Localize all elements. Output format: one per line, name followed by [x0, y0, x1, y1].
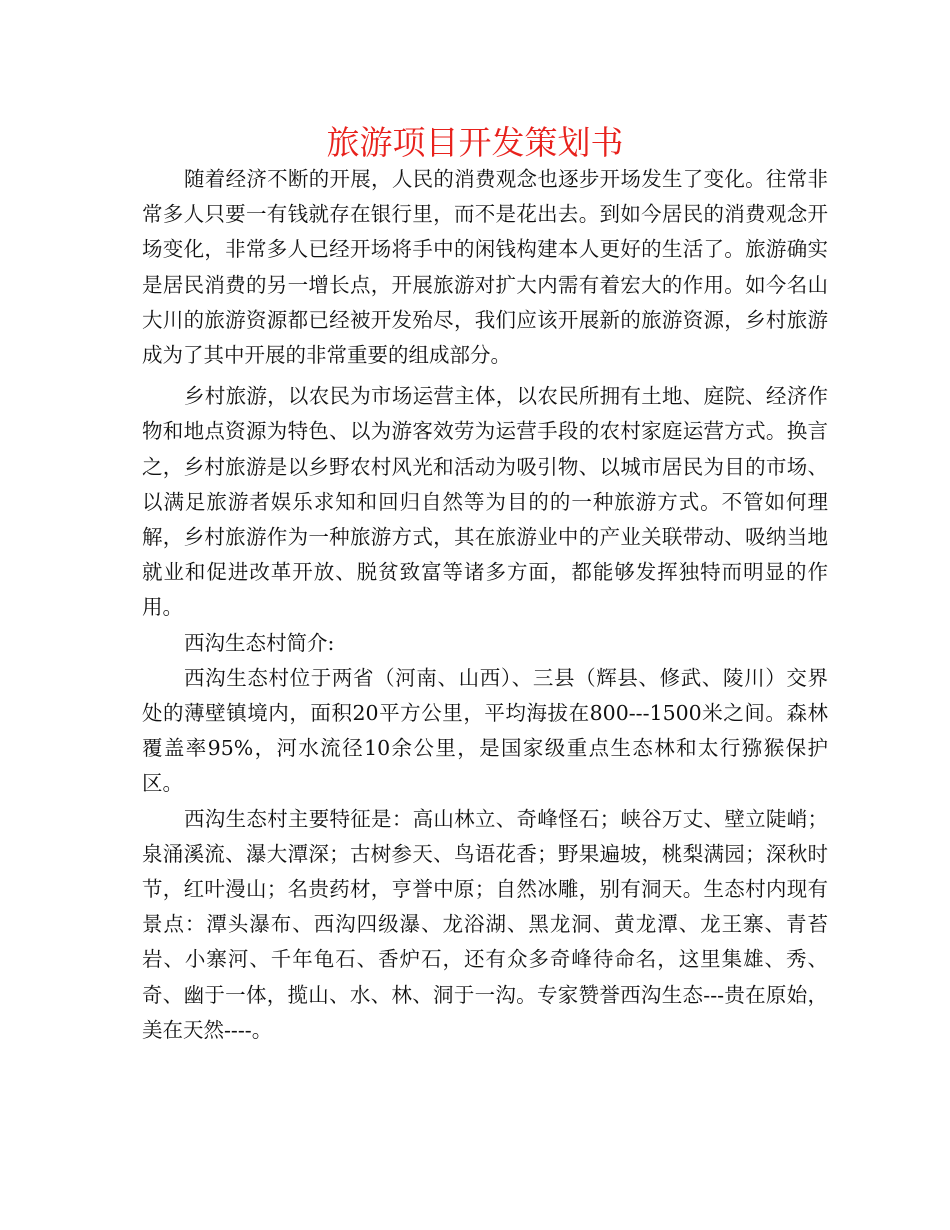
paragraph-xigou-location: 西沟生态村位于两省（河南、山西）、三县（辉县、修武、陵川）交界处的薄壁镇境内，面积20平方公里，平均海拔在800---1500米之间。森林覆盖率95%，河水流径10余公里，是国家级重点生态林和太行猕猴保护区。: [142, 665, 828, 796]
document-title: 旅游项目开发策划书: [326, 123, 624, 162]
section-heading-xigou-intro: 西沟生态村简介:: [184, 630, 335, 655]
paragraph-intro: 随着经济不断的开展，人民的消费观念也逐步开场发生了变化。往常非常多人只要一有钱就存在银行里，而不是花出去。到如今居民的消费观念开场变化，非常多人已经开场将手中的闲钱构建本人更好的生活了。旅游确实是居民消费的另一增长点，开展旅游对扩大内需有着宏大的作用。如今名山大川的旅游资源都已经被开发殆尽，我们应该开展新的旅游资源，乡村旅游成为了其中开展的非常重要的组成部分。: [142, 167, 828, 368]
paragraph-rural-tourism: 乡村旅游，以农民为市场运营主体，以农民所拥有土地、庭院、经济作物和地点资源为特色、以为游客效劳为运营手段的农村家庭运营方式。换言之，乡村旅游是以乡野农村风光和活动为吸引物、以城市居民为目的市场、以满足旅游者娱乐求知和回归自然等为目的的一种旅游方式。不管如何理解，乡村旅游作为一种旅游方式，其在旅游业中的产业关联带动、吸纳当地就业和促进改革开放、脱贫致富等诸多方面，都能够发挥独特而明显的作用。: [142, 384, 828, 620]
paragraph-xigou-features: 西沟生态村主要特征是：高山林立、奇峰怪石；峡谷万丈、壁立陡峭；泉涌溪流、瀑大潭深；古树参天、鸟语花香；野果遍坡，桃梨满园；深秋时节，红叶漫山；名贵药材，亨誉中原；自然冰雕，别有洞天。生态村内现有景点：潭头瀑布、西沟四级瀑、龙浴湖、黑龙洞、黄龙潭、龙王寨、青苔岩、小寨河、千年龟石、香炉石，还有众多奇峰待命名，这里集雄、秀、奇、幽于一体，揽山、水、林、洞于一沟。专家赞誉西沟生态---贵在原始，美在天然----。: [142, 806, 828, 1042]
document-body: [142, 162, 828, 1048]
